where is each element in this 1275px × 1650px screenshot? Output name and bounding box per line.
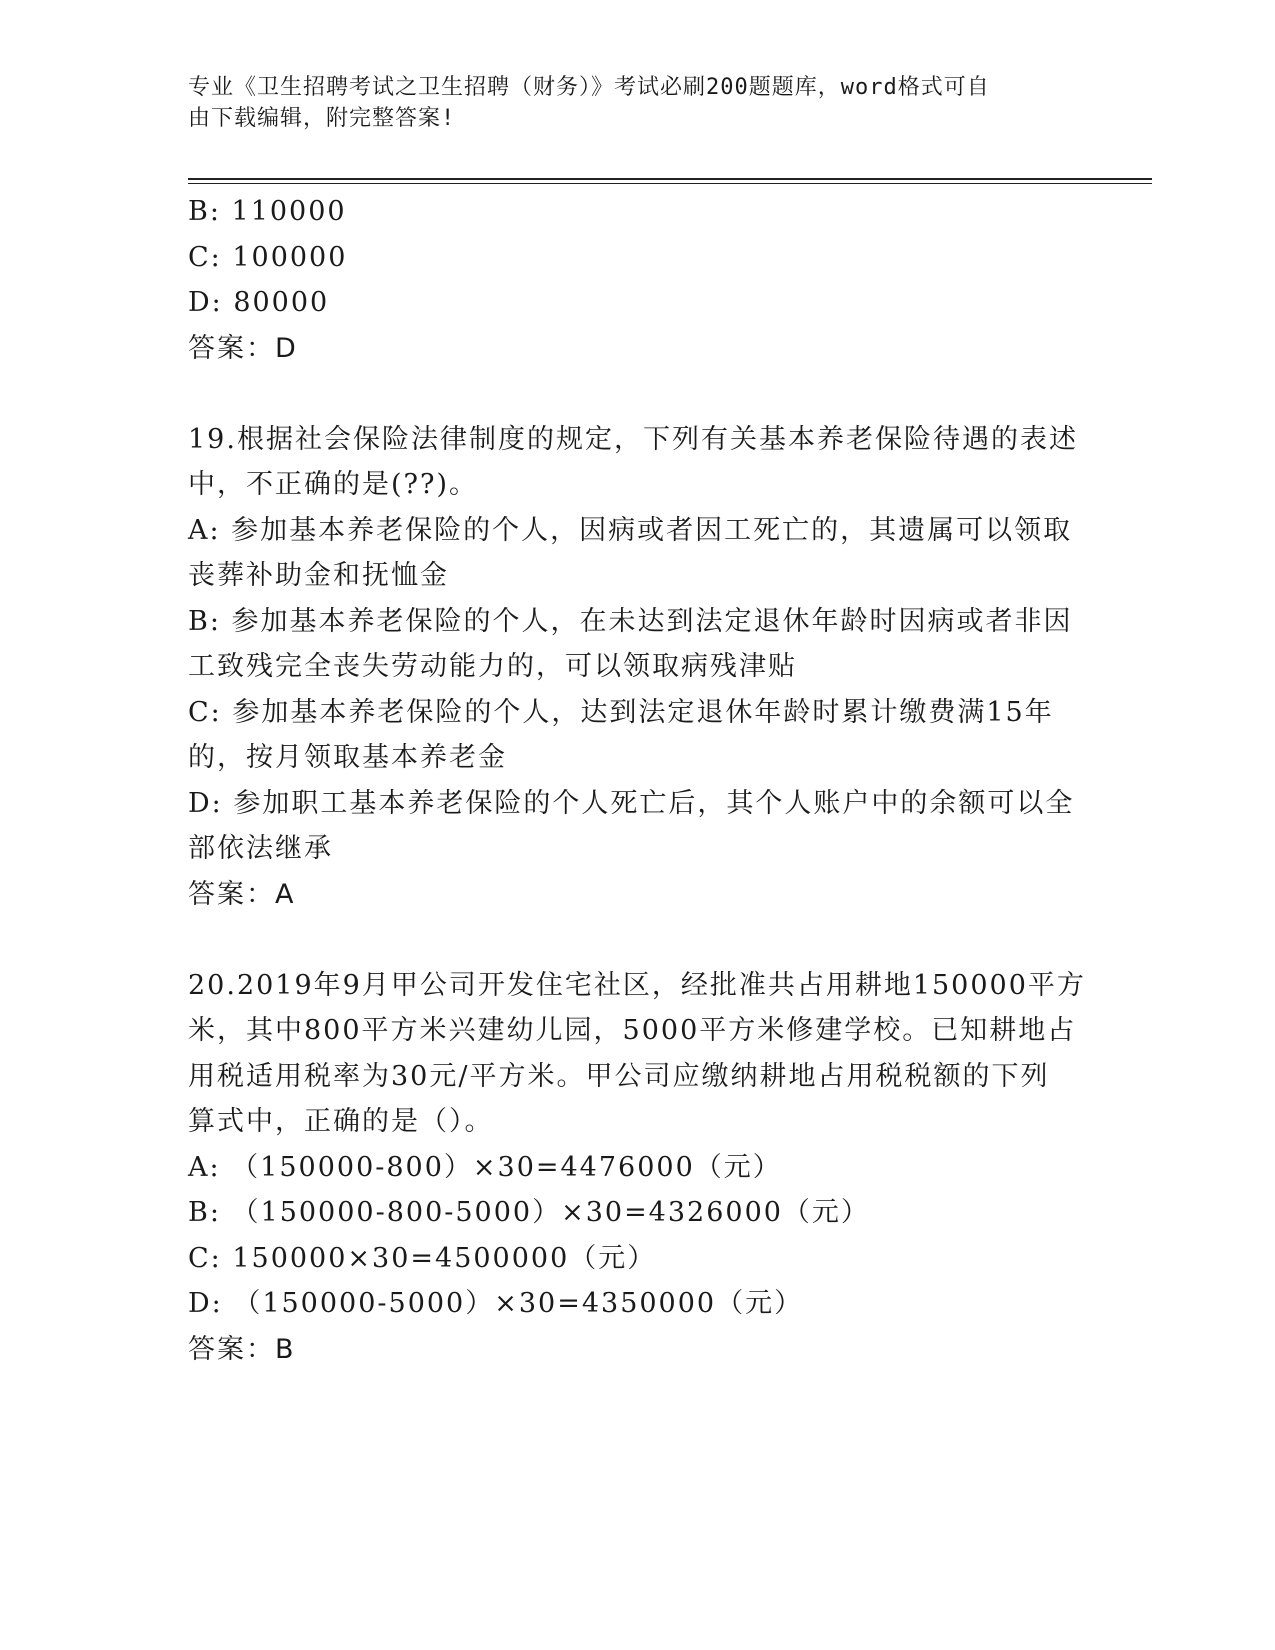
question-stem: 20.2019年9月甲公司开发住宅社区，经批准共占用耕地150000平方 [188,969,1086,1001]
question-stem: 算式中，正确的是（）。 [188,1106,494,1137]
header-line-2: 由下载编辑，附完整答案! [188,106,456,131]
header-divider-thin [188,183,1152,184]
header-divider-thick [188,178,1152,180]
question-stem: 19.根据社会保险法律制度的规定，下列有关基本养老保险待遇的表述 [188,423,1078,455]
option-d: D: 80000 [188,287,330,318]
question-18-tail [188,189,1088,371]
question-stem: 用税适用税率为30元/平方米。甲公司应缴纳耕地占用税税额的下列 [188,1060,1050,1092]
question-stem: 中，不正确的是(??)。 [188,469,479,500]
option-b: 工致残完全丧失劳动能力的，可以领取病残津贴 [188,651,797,682]
option-a: A: （150000-800）×30=4476000（元） [188,1151,782,1183]
option-a: 丧葬补助金和抚恤金 [188,560,449,591]
spacer [188,371,1088,417]
document-body [188,189,1088,1372]
header-line-1: 专业《卫生招聘考试之卫生招聘（财务）》考试必刷200题题库，word格式可自 [188,75,990,100]
option-c: C: 参加基本养老保险的个人，达到法定退休年龄时累计缴费满15年 [188,696,1054,728]
option-c: C: 100000 [188,241,348,273]
option-c: 的，按月领取基本养老金 [188,742,507,773]
answer: 答案：A [188,878,296,910]
option-d: D: 参加职工基本养老保险的个人死亡后，其个人账户中的余额可以全 [188,787,1075,819]
document-header [188,72,1068,134]
option-d: D: （150000-5000）×30=4350000（元） [188,1288,804,1319]
answer: 答案：B [188,1333,296,1365]
option-b: B: 110000 [188,196,347,227]
answer: 答案：D [188,332,298,364]
option-a: A: 参加基本养老保险的个人，因病或者因工死亡的，其遗属可以领取 [188,514,1073,546]
option-c: C: 150000×30=4500000（元） [188,1242,657,1274]
option-b: B: （150000-800-5000）×30=4326000（元） [188,1197,870,1228]
question-19 [188,417,1088,918]
option-d: 部依法继承 [188,833,333,864]
question-stem: 米，其中800平方米兴建幼儿园，5000平方米修建学校。已知耕地占 [188,1015,1077,1046]
option-b: B: 参加基本养老保险的个人，在未达到法定退休年龄时因病或者非因 [188,605,1073,637]
question-20 [188,963,1088,1373]
spacer [188,917,1088,963]
